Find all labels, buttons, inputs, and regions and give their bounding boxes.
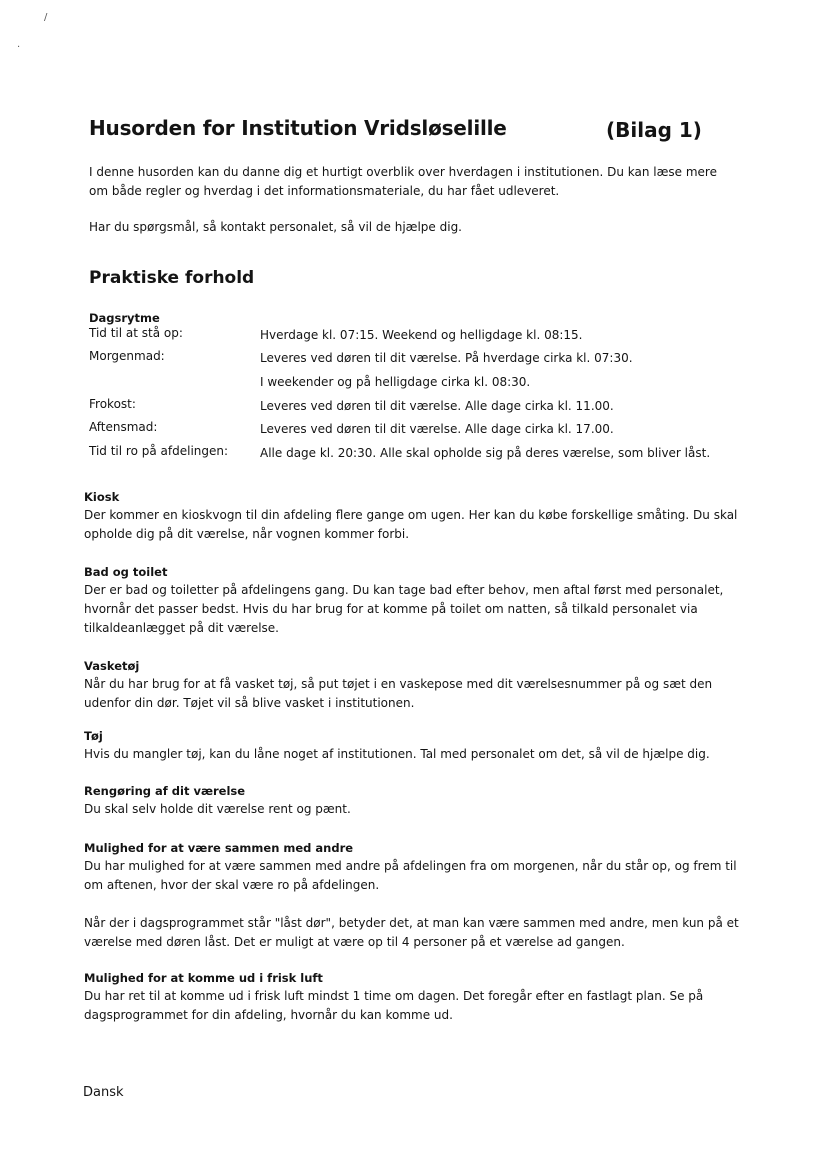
intro-paragraph: I denne husorden kan du danne dig et hurtigt overblik over hverdagen i institutionen. Du kan læse mere om både regler og hverdag i det informationsmateriale, du har fået udleveret. xyxy=(89,165,717,198)
appendix-label: (Bilag 1) xyxy=(606,118,702,142)
section-paragraph: Når der i dagsprogrammet står "låst dør", betyder det, at man kan være sammen med andre, men kun på et værelse med døren låst. Det er muligt at være op til 4 personer på et værelse ad gangen. xyxy=(84,916,739,949)
section-heading: Kiosk xyxy=(84,490,120,504)
language-footer: Dansk xyxy=(83,1085,124,1100)
section-heading: Vasketøj xyxy=(84,659,140,673)
section-heading: Tøj xyxy=(84,729,103,743)
section-paragraph: Når du har brug for at få vasket tøj, så put tøjet i en vaskepose med dit værelsesnummer på og sæt den udenfor din dør. Tøjet vil så blive vasket i institutionen. xyxy=(84,677,713,710)
section-paragraph: Der er bad og toiletter på afdelingens gang. Du kan tage bad efter behov, men aftal først med personalet, hvornår det passer bedst. Hvis du har brug for at komme på toilet om natten, så tilkald personalet via tilkaldeanlægget på dit værelse. xyxy=(84,583,724,635)
schedule-label: Tid til ro på afdelingen: xyxy=(89,444,229,458)
section-paragraph: Du har mulighed for at være sammen med andre på afdelingen fra om morgenen, når du står op, og frem til om aftenen, hvor der skal være ro på afdelingen. xyxy=(84,859,737,892)
section-heading: Bad og toilet xyxy=(84,565,168,579)
section-kiosk xyxy=(84,488,744,544)
section-heading: Mulighed for at være sammen med andre xyxy=(84,841,354,855)
section-social xyxy=(84,839,744,952)
section-heading: Rengøring af dit værelse xyxy=(84,784,246,798)
section-heading: Mulighed for at komme ud i frisk luft xyxy=(84,971,323,985)
schedule-label: Tid til at stå op: xyxy=(89,326,183,340)
section-cleaning xyxy=(84,782,744,819)
section-paragraph: Hvis du mangler tøj, kan du låne noget af institutionen. Tal med personalet om det, så vil de hjælpe dig. xyxy=(84,747,710,761)
section-clothes xyxy=(84,727,744,764)
scan-mark-slash: / xyxy=(44,12,48,23)
schedule-label: Aftensmad: xyxy=(89,420,158,434)
section-fresh-air xyxy=(84,969,744,1025)
page-title: Husorden for Institution Vridsløselille xyxy=(89,116,507,140)
schedule-value: Hverdage kl. 07:15. Weekend og helligdage kl. 08:15. xyxy=(260,328,583,342)
schedule-value: I weekender og på helligdage cirka kl. 08:30. xyxy=(260,375,531,389)
schedule-label: Morgenmad: xyxy=(89,349,165,363)
schedule-value: Leveres ved døren til dit værelse. Alle dage cirka kl. 17.00. xyxy=(260,422,614,436)
schedule-value: Alle dage kl. 20:30. Alle skal opholde sig på deres værelse, som bliver låst. xyxy=(260,446,711,460)
section-paragraph: Der kommer en kioskvogn til din afdeling flere gange om ugen. Her kan du købe forskellige småting. Du skal opholde dig på dit værelse, når vognen kommer forbi. xyxy=(84,508,738,541)
contact-paragraph: Har du spørgsmål, så kontakt personalet, så vil de hjælpe dig. xyxy=(89,220,462,234)
scan-mark-dot: · xyxy=(17,42,21,53)
section-paragraph: Du skal selv holde dit værelse rent og pænt. xyxy=(84,802,351,816)
section-laundry xyxy=(84,657,744,713)
schedule-label: Frokost: xyxy=(89,397,136,411)
schedule-heading: Dagsrytme xyxy=(89,311,160,325)
schedule-value: Leveres ved døren til dit værelse. Alle dage cirka kl. 11.00. xyxy=(260,399,614,413)
section-title: Praktiske forhold xyxy=(89,268,255,288)
section-bath-toilet xyxy=(84,563,744,638)
section-paragraph: Du har ret til at komme ud i frisk luft mindst 1 time om dagen. Det foregår efter en fastlagt plan. Se på dagsprogrammet for din afdeling, hvornår du kan komme ud. xyxy=(84,989,704,1022)
schedule-value: Leveres ved døren til dit værelse. På hverdage cirka kl. 07:30. xyxy=(260,351,633,365)
